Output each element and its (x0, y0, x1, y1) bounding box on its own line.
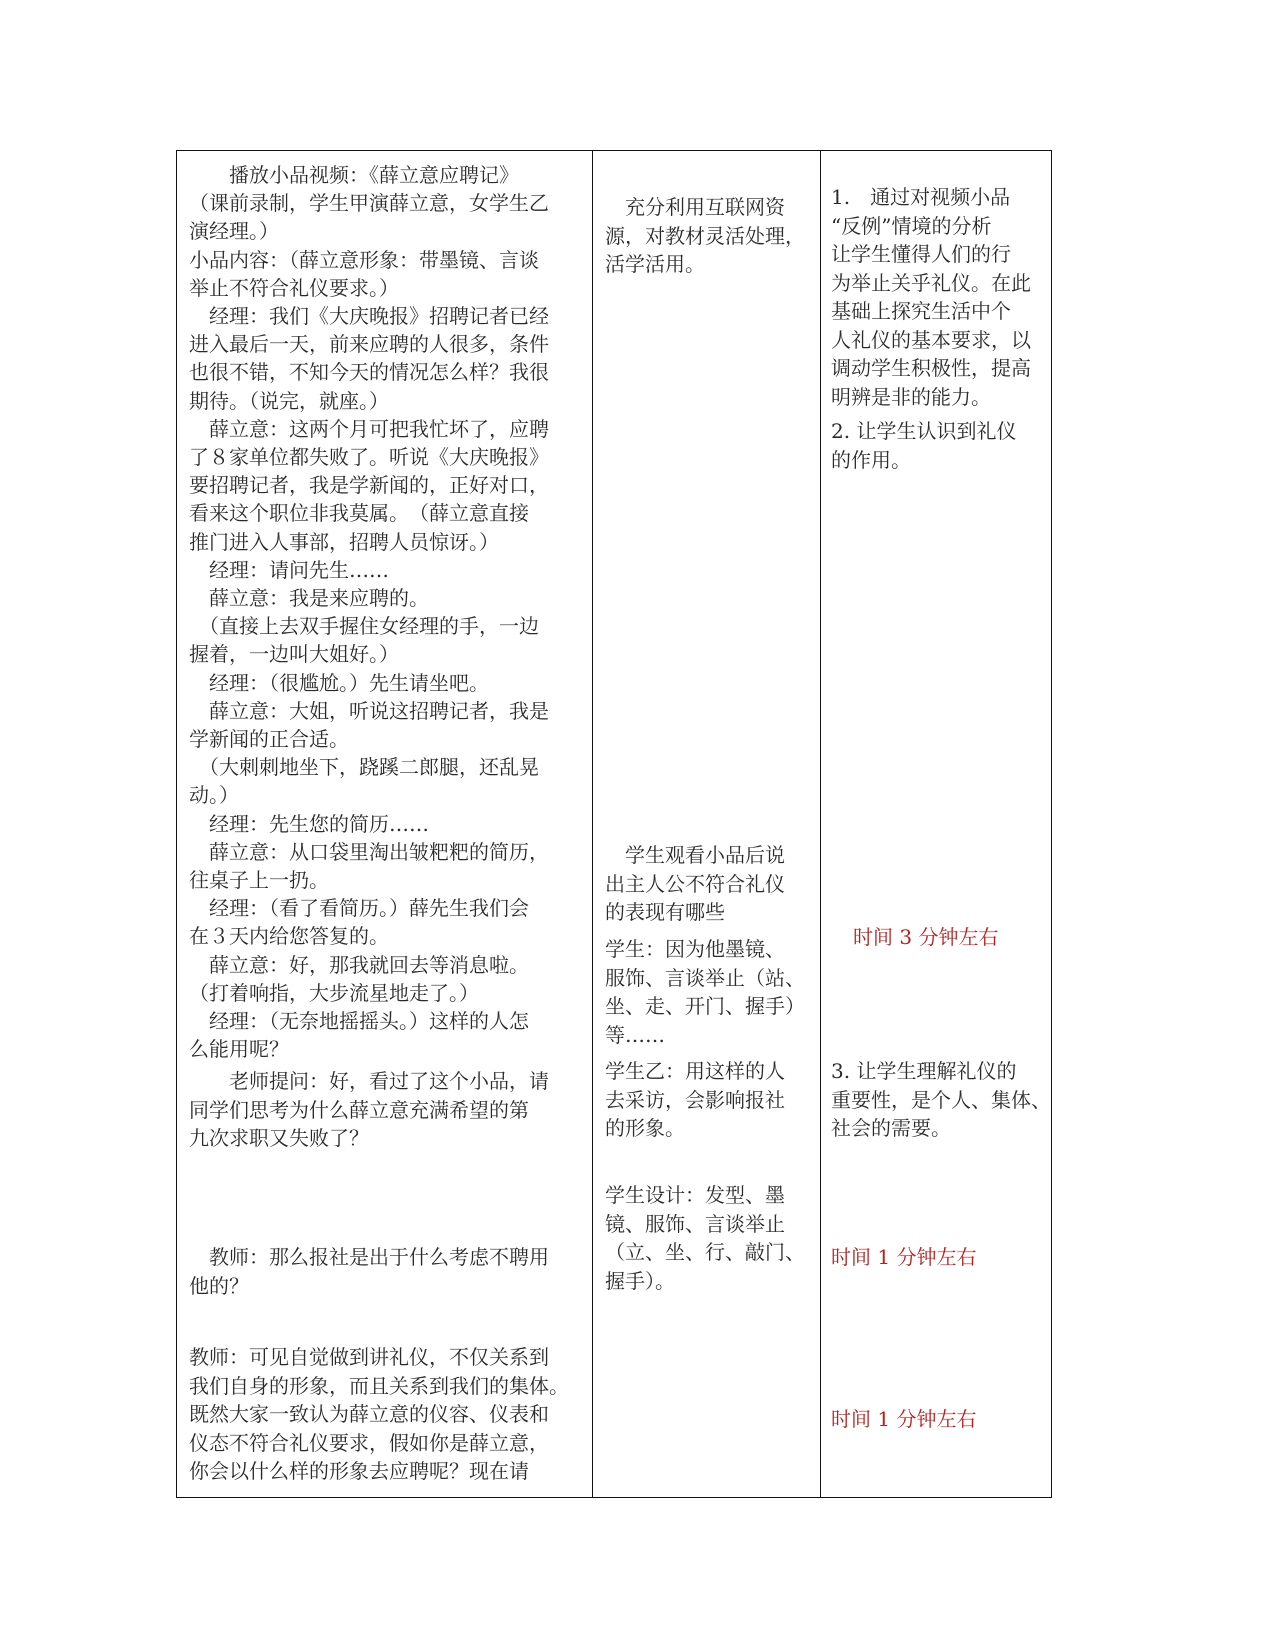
text-line: 1. 通过对视频小品 (831, 185, 1011, 209)
text-line: 薛立意：我是来应聘的。 (189, 586, 429, 610)
text-line: 我们自身的形象，而且关系到我们的集体。 (189, 1373, 569, 1398)
text-line: 播放小品视频：《薛立意应聘记》 (189, 163, 519, 187)
text-line: 出主人公不符合礼仪 (605, 871, 785, 896)
text-line: （打着响指，大步流星地走了。） (189, 980, 479, 1005)
text-line: 期待。（说完，就座。） (189, 388, 389, 413)
text-line: 同学们思考为什么薛立意充满希望的第 (189, 1097, 529, 1122)
text-line: 为举止关乎礼仪。在此 (831, 270, 1031, 295)
text-line: “反例”情境的分析 (831, 213, 992, 238)
text-line: 举止不符合礼仪要求。） (189, 275, 399, 300)
text-line: 九次求职又失败了？ (189, 1126, 369, 1150)
text-line: 在３天内给您答复的。 (189, 924, 389, 949)
text-line: 镜、服饰、言谈举止 (605, 1211, 785, 1236)
text-line: 学生：因为他墨镜、 (605, 937, 785, 961)
design-intent-column (821, 151, 1051, 1497)
text-line: 的作用。 (831, 447, 911, 472)
text-line: 薛立意：好，那我就回去等消息啦。 (189, 952, 529, 977)
text-line: 薛立意：这两个月可把我忙坏了，应聘 (189, 416, 549, 441)
text-line: 老师提问：好，看过了这个小品，请 (189, 1069, 549, 1093)
text-line: 也很不错，不知今天的情况怎么样？我很 (189, 360, 549, 385)
text-line: 进入最后一天，前来应聘的人很多，条件 (189, 332, 549, 357)
text-line: 往桌子上一扔。 (189, 868, 329, 892)
text-line: 让学生懂得人们的行 (831, 242, 1011, 266)
text-line: 调动学生积极性，提高 (831, 356, 1031, 380)
text-line: 的表现有哪些 (605, 900, 725, 924)
text-line: 既然大家一致认为薛立意的仪容、仪表和 (189, 1402, 549, 1426)
text-line: 薛立意：大姐，听说这招聘记者，我是 (189, 698, 549, 723)
text-line: 他的？ (189, 1273, 249, 1298)
text-line: 坐、走、开门、握手） (605, 994, 805, 1018)
text-line: 推门进入人事部，招聘人员惊讶。） (189, 529, 499, 554)
text-line: 经理：请问先生…… (189, 557, 389, 582)
text-line: 教师：那么报社是出于什么考虑不聘用 (189, 1245, 549, 1269)
lesson-plan-table (176, 150, 1052, 1498)
text-line: （立、坐、行、敲门、 (605, 1240, 805, 1264)
text-line: 学生乙：用这样的人 (605, 1059, 785, 1083)
text-line: 经理：（很尴尬。）先生请坐吧。 (189, 670, 489, 695)
text-line: 人礼仪的基本要求，以 (831, 327, 1031, 352)
text-line: 充分利用互联网资 (605, 195, 785, 219)
text-line: 等…… (605, 1022, 665, 1047)
text-line: 社会的需要。 (831, 1116, 951, 1140)
text-line: 么能用呢？ (189, 1037, 289, 1062)
text-line: 小品内容：（薛立意形象：带墨镜、言谈 (189, 247, 539, 272)
text-line: （课前录制，学生甲演薛立意，女学生乙 (189, 191, 549, 216)
text-line: 经理：我们《大庆晚报》招聘记者已经 (189, 304, 549, 328)
text-line: 了８家单位都失败了。听说《大庆晚报》 (189, 445, 549, 469)
text-line: 学生观看小品后说 (605, 843, 785, 867)
text-line: 学新闻的正合适。 (189, 727, 349, 751)
text-line: 要招聘记者，我是学新闻的，正好对口， (189, 473, 549, 498)
text-line: 经理：（无奈地摇摇头。）这样的人怎 (189, 1009, 529, 1033)
text-line: 活学活用。 (605, 252, 705, 276)
text-line: 重要性，是个人、集体、 (831, 1087, 1051, 1112)
text-line: 薛立意：从口袋里淘出皱粑粑的简历， (189, 839, 549, 864)
time-note-1: 时间 3 分钟左右 (853, 925, 999, 949)
text-line: 经理：（看了看简历。）薛先生我们会 (189, 896, 529, 921)
time-note-3: 时间 1 分钟左右 (831, 1407, 977, 1431)
time-note-2: 时间 1 分钟左右 (831, 1245, 977, 1269)
text-line: 动。） (189, 783, 239, 808)
text-line: 源，对教材灵活处理， (605, 223, 805, 248)
text-line: （直接上去双手握住女经理的手，一边 (189, 614, 539, 639)
text-line: 握手）。 (605, 1268, 675, 1293)
text-line: 服饰、言谈举止（站、 (605, 965, 805, 990)
text-line: 演经理。） (189, 219, 279, 244)
text-line: 看来这个职位非我莫属。 （薛立意直接 (189, 501, 529, 526)
text-line: 去采访，会影响报社 (605, 1087, 785, 1112)
student-activity-column (593, 151, 821, 1497)
text-line: 握着，一边叫大姐好。） (189, 642, 399, 667)
text-line: 教师：可见自觉做到讲礼仪，不仅关系到 (189, 1345, 549, 1369)
text-line: 你会以什么样的形象去应聘呢？现在请 (189, 1459, 529, 1483)
text-line: 2. 让学生认识到礼仪 (831, 419, 1017, 443)
text-line: 基础上探究生活中个 (831, 299, 1011, 323)
text-line: 学生设计：发型、墨 (605, 1183, 785, 1207)
text-line: 明辨是非的能力。 (831, 384, 991, 409)
text-line: （大刺刺地坐下，跷蹊二郎腿，还乱晃 (189, 755, 539, 780)
teaching-process-column (177, 151, 593, 1497)
text-line: 的形象。 (605, 1116, 685, 1140)
text-line: 3. 让学生理解礼仪的 (831, 1059, 1017, 1083)
text-line: 仪态不符合礼仪要求，假如你是薛立意， (189, 1430, 549, 1455)
text-line: 经理：先生您的简历…… (189, 811, 429, 836)
